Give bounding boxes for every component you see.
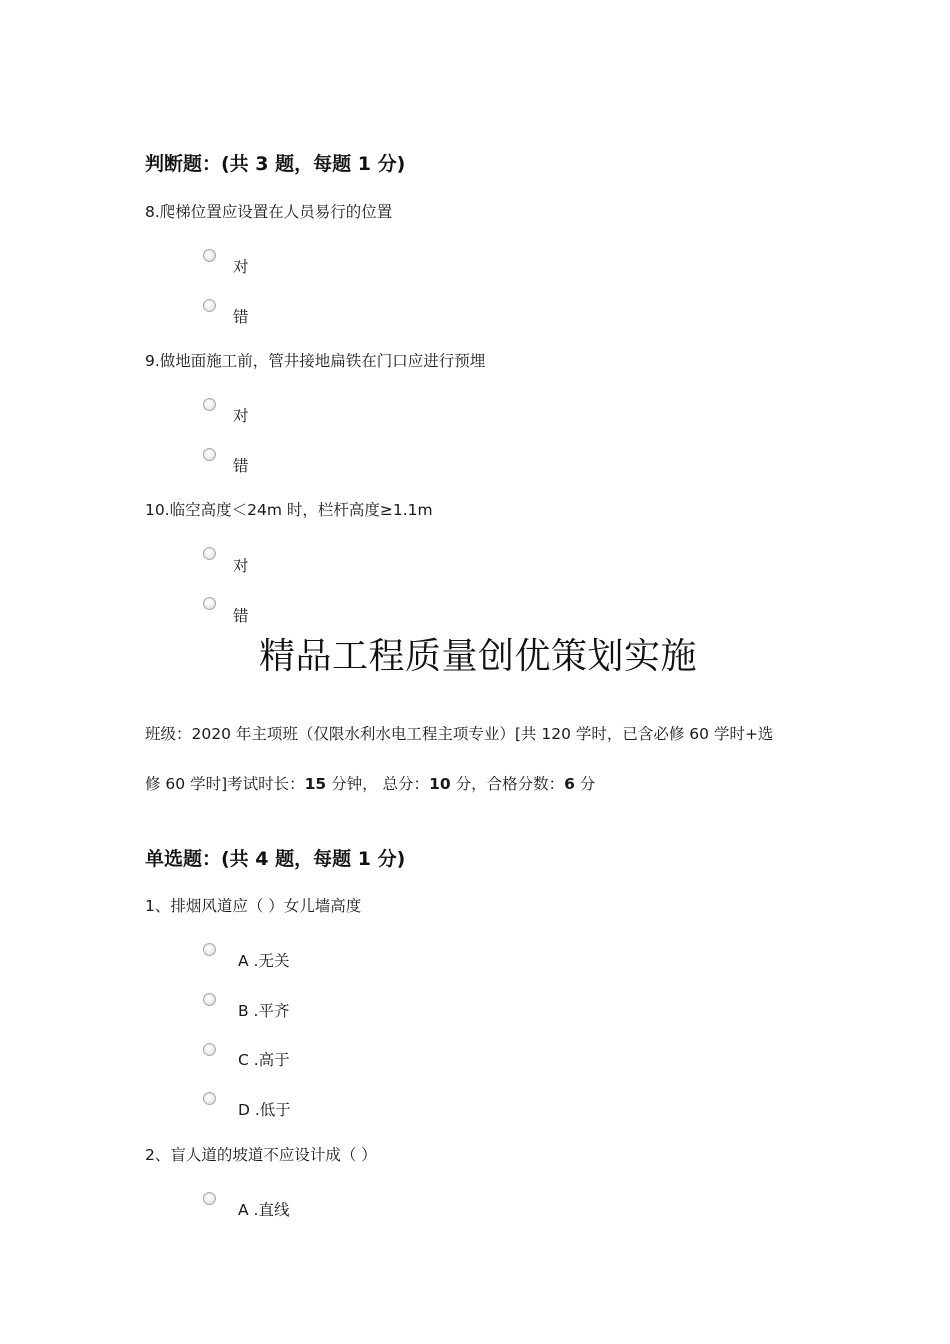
sq2-option-a-radio[interactable]: [203, 1192, 216, 1205]
sq1-option-a-label: A .无关: [238, 952, 290, 970]
sq1-option-a-radio[interactable]: [203, 943, 216, 956]
q8-option-true-radio[interactable]: [203, 249, 216, 262]
sq1-option-c-radio[interactable]: [203, 1043, 216, 1056]
q10-option-false-radio[interactable]: [203, 597, 216, 610]
q10-option-true-radio[interactable]: [203, 547, 216, 560]
q10-option-false-label: 错: [233, 607, 249, 625]
single-question-2-text: 2、盲人道的坡道不应设计成（ ）: [145, 1146, 377, 1164]
q10-option-true-label: 对: [233, 557, 249, 575]
class-info-line-2: [145, 772, 595, 794]
judgment-section-heading: 判断题：(共 3 题，每题 1 分): [145, 153, 406, 175]
q8-option-false-label: 错: [233, 308, 249, 326]
single-choice-section-heading: 单选题：(共 4 题，每题 1 分): [145, 848, 406, 870]
single-question-1-text: 1、排烟风道应（ ）女儿墙高度: [145, 897, 362, 915]
q9-option-false-radio[interactable]: [203, 448, 216, 461]
class-info-prefix: 修 60 学时]考试时长：: [145, 775, 305, 793]
sq1-option-b-label: B .平齐: [238, 1002, 290, 1020]
q9-option-true-label: 对: [233, 407, 249, 425]
sq1-option-b-radio[interactable]: [203, 993, 216, 1006]
exam-duration-unit: 分钟， 总分：: [326, 775, 430, 793]
pass-score-unit: 分: [574, 775, 596, 793]
question-9-text: 9.做地面施工前，管井接地扁铁在门口应进行预埋: [145, 352, 486, 370]
sq1-option-d-label: D .低于: [238, 1101, 291, 1119]
document-title: 精品工程质量创优策划实施: [259, 636, 698, 677]
sq1-option-c-label: C .高于: [238, 1051, 290, 1069]
exam-duration-value: 15: [304, 775, 327, 793]
question-8-text: 8.爬梯位置应设置在人员易行的位置: [145, 203, 393, 221]
q9-option-true-radio[interactable]: [203, 398, 216, 411]
sq1-option-d-radio[interactable]: [203, 1092, 216, 1105]
q9-option-false-label: 错: [233, 457, 249, 475]
class-info-line-1: 班级：2020 年主项班（仅限水利水电工程主项专业）[共 120 学时，已含必修 60 学时+选: [145, 725, 774, 743]
question-10-text: 10.临空高度＜24m 时，栏杆高度≥1.1m: [145, 501, 433, 519]
pass-score-value: 6: [564, 775, 575, 793]
sq2-option-a-label: A .直线: [238, 1201, 290, 1219]
q8-option-false-radio[interactable]: [203, 299, 216, 312]
total-score-unit: 分，合格分数：: [450, 775, 565, 793]
total-score-value: 10: [429, 775, 451, 793]
q8-option-true-label: 对: [233, 258, 249, 276]
